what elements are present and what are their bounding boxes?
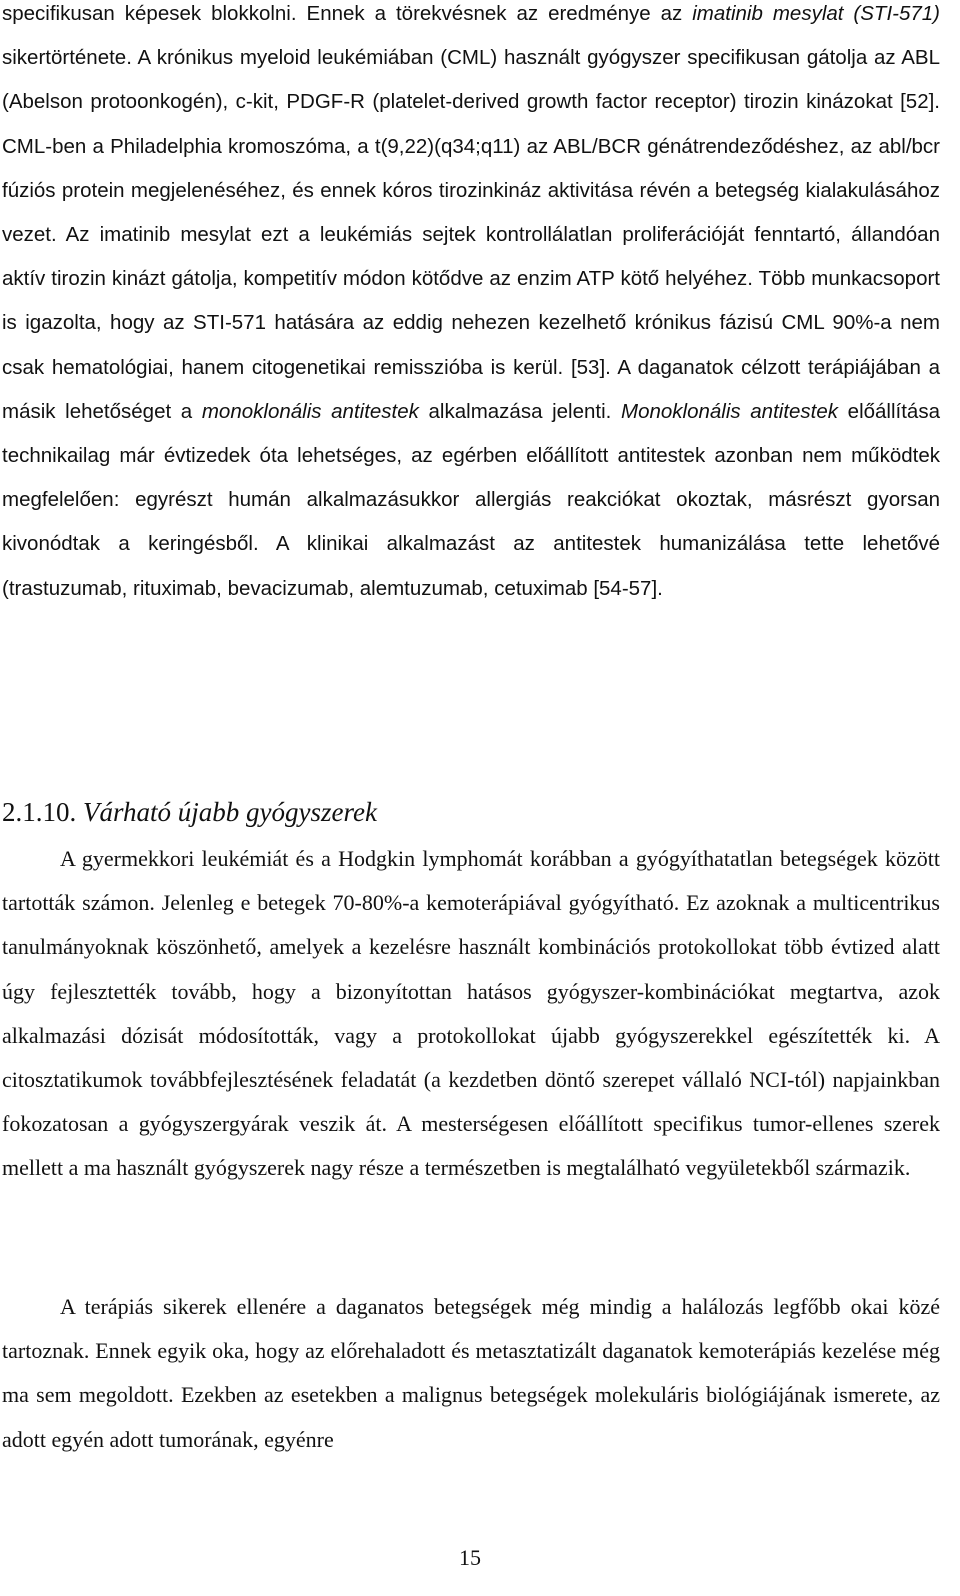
paragraph-continued	[2, 0, 940, 611]
page-number: 15	[459, 1545, 481, 1570]
term-italic: Monoklonális antitestek	[621, 399, 839, 423]
drug-name-italic: imatinib mesylat (STI-571)	[692, 2, 941, 25]
paragraph-text: előállítása technikailag már évtizedek óta lehetséges, az egérben előállított antitestek azonban nem működtek megfelelően: egyrészt humán alkalmazásukkor allergiás reakciókat okoztak, másrészt gyorsan kivonódtak a keringésből. A klinikai alkalmazást az antitestek humanizálása tette lehetővé (trastuzumab, rituximab, bevacizumab, alemtuzumab, cetuximab [54-57].	[2, 399, 940, 600]
section-title: Várható újabb gyógyszerek	[83, 797, 377, 827]
paragraph-text: specifikusan képesek blokkolni. Ennek a törekvésnek az eredménye az	[2, 2, 693, 25]
paragraph: A gyermekkori leukémiát és a Hodgkin lymphomát korábban a gyógyíthatatlan betegségek között tartották számon. Jelenleg e betegek 70-80%-a kemoterápiával gyógyítható. Ez azoknak a multicentrikus tanulmányoknak köszönhető, amelyek a kezelésre használt kombinációs protokollokat több évtized alatt úgy fejlesztették tovább, hogy a bizonyítottan hatásos gyógyszer-kombinációkat megtartva, azok alkalmazási dózisát módosították, vagy a protokollokat újabb gyógyszerekkel egészítették ki. A citosztatikumok továbbfejlesztésének feladatát (a kezdetben döntő szerepet vállaló NCI-tól) napjainkban fokozatosan a gyógyszergyárak veszik át. A mesterségesen előállított specifikus tumor-ellenes szerek mellett a ma használt gyógyszerek nagy része a természetben is megtalálható vegyületekből származik.	[2, 846, 940, 1181]
paragraph: A terápiás sikerek ellenére a daganatos betegségek még mindig a halálozás legfőbb okai közé tartoznak. Ennek egyik oka, hogy az előrehaladott és metasztatizált daganatok kemoterápiás kezelése még ma sem megoldott. Ezekben az esetekben a malignus betegségek molekuláris biológiájának ismerete, az adott egyén adott tumorának, egyénre	[2, 1294, 940, 1452]
term-italic: monoklonális antitestek	[201, 399, 419, 423]
section-number: 2.1.10.	[2, 797, 77, 827]
section-heading	[2, 790, 377, 834]
paragraph-text: alkalmazása jelenti.	[418, 399, 621, 423]
paragraph-text: sikertörténete. A krónikus myeloid leukémiában (CML) használt gyógyszer specifikusan gátolja az ABL (Abelson protoonkogén), c-kit, PDGF-R (platelet-derived growth factor receptor) tirozin kinázokat [52]. CML-ben a Philadelphia kromoszóma, a t(9,22)(q34;q11) az ABL/BCR génátrendeződéshez, az abl/bcr fúziós protein megjelenéséhez, és ennek kóros tirozinkináz aktivitása révén a betegség kialakulásához vezet. Az imatinib mesylat ezt a leukémiás sejtek kontrollálatlan proliferációját fenntartó, állandóan aktív tirozin kinázt gátolja, kompetitív módon kötődve az enzim ATP kötő helyéhez. Több munkacsoport is igazolta, hogy az STI-571 hatására az eddig nehezen kezelhető krónikus fázisú CML 90%-a nem csak hematológiai, hanem citogenetikai remisszióba is kerül. [53]. A daganatok célzott terápiájában a másik lehetőséget a	[2, 46, 940, 423]
